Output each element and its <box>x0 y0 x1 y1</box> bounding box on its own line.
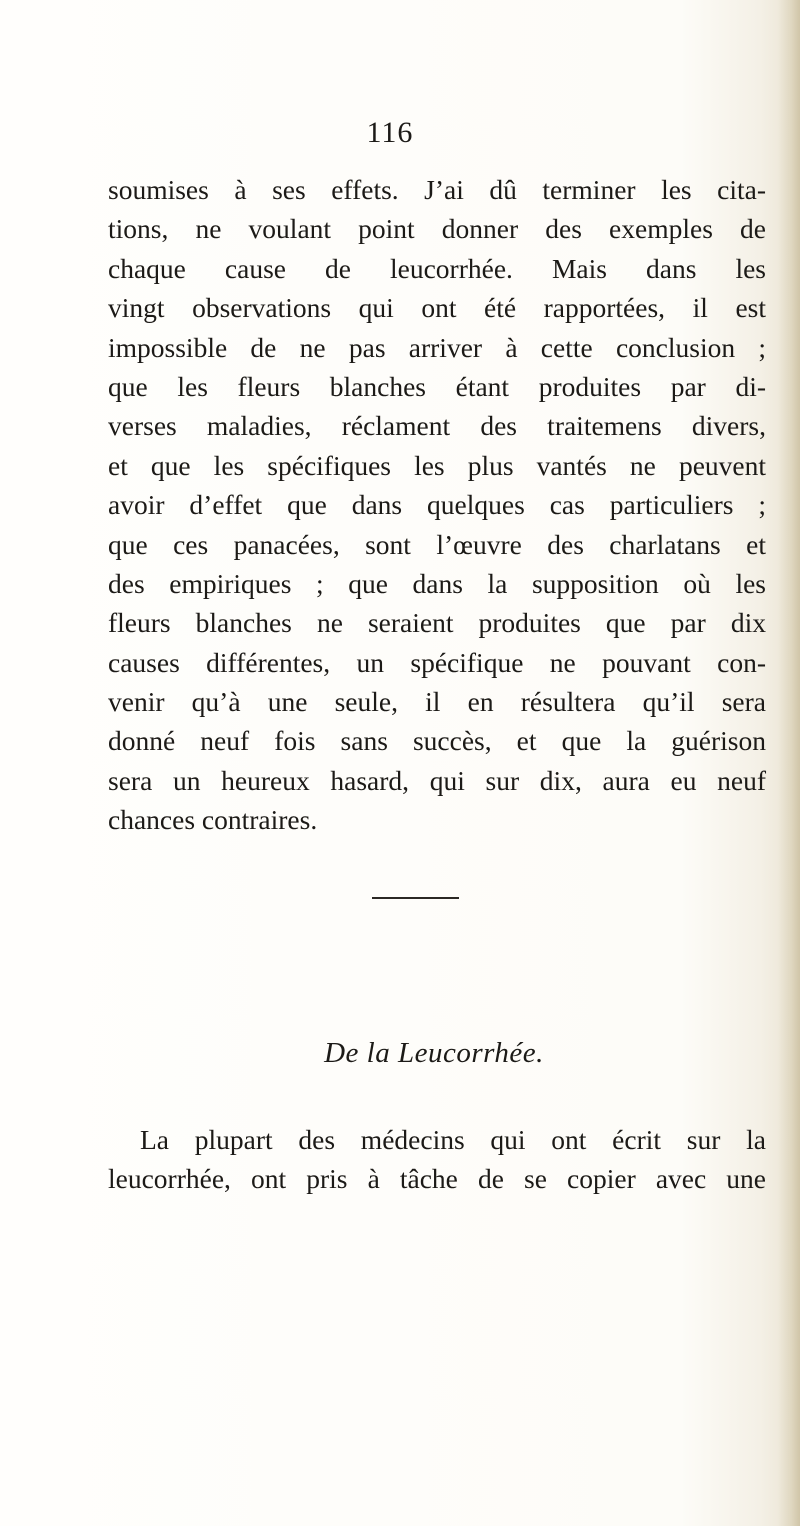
text-line: vingt observations qui ont été rapportées, il est <box>108 292 766 324</box>
paragraph <box>108 170 766 840</box>
text-line: sera un heureux hasard, qui sur dix, aura eu neuf <box>108 764 766 796</box>
text-line: chaque cause de leucorrhée. Mais dans les <box>108 252 766 284</box>
section-paragraph <box>108 1120 766 1199</box>
page-number: 116 <box>366 116 414 149</box>
text-line: des empiriques ; que dans la supposition où les <box>108 567 766 599</box>
text-line: verses maladies, réclament des traitemens divers, <box>108 410 766 442</box>
text-line: leucorrhée, ont pris à tâche de se copier avec une <box>108 1163 766 1195</box>
section-divider <box>372 897 459 899</box>
text-line: donné neuf fois sans succès, et que la guérison <box>108 725 766 757</box>
text-line: et que les spécifiques les plus vantés ne peuvent <box>108 449 766 481</box>
page-edge-shadow <box>778 0 800 1526</box>
text-line: que les fleurs blanches étant produites par di- <box>108 370 766 402</box>
text-line: que ces panacées, sont l’œuvre des charlatans et <box>108 528 766 560</box>
text-line: soumises à ses effets. J’ai dû terminer les cita- <box>108 174 766 205</box>
text-line: fleurs blanches ne seraient produites que par dix <box>108 607 766 639</box>
text-line: causes différentes, un spécifique ne pouvant con- <box>108 646 766 678</box>
text-line: chances contraires. <box>108 804 318 836</box>
text-line: La plupart des médecins qui ont écrit sur la <box>140 1124 766 1155</box>
text-line: impossible de ne pas arriver à cette conclusion ; <box>108 331 766 363</box>
text-line: avoir d’effet que dans quelques cas particuliers ; <box>108 489 766 521</box>
text-line: tions, ne voulant point donner des exemples de <box>108 213 766 245</box>
section-title: De la Leucorrhée. <box>324 1037 544 1069</box>
text-line: venir qu’à une seule, il en résultera qu’il sera <box>108 686 766 718</box>
